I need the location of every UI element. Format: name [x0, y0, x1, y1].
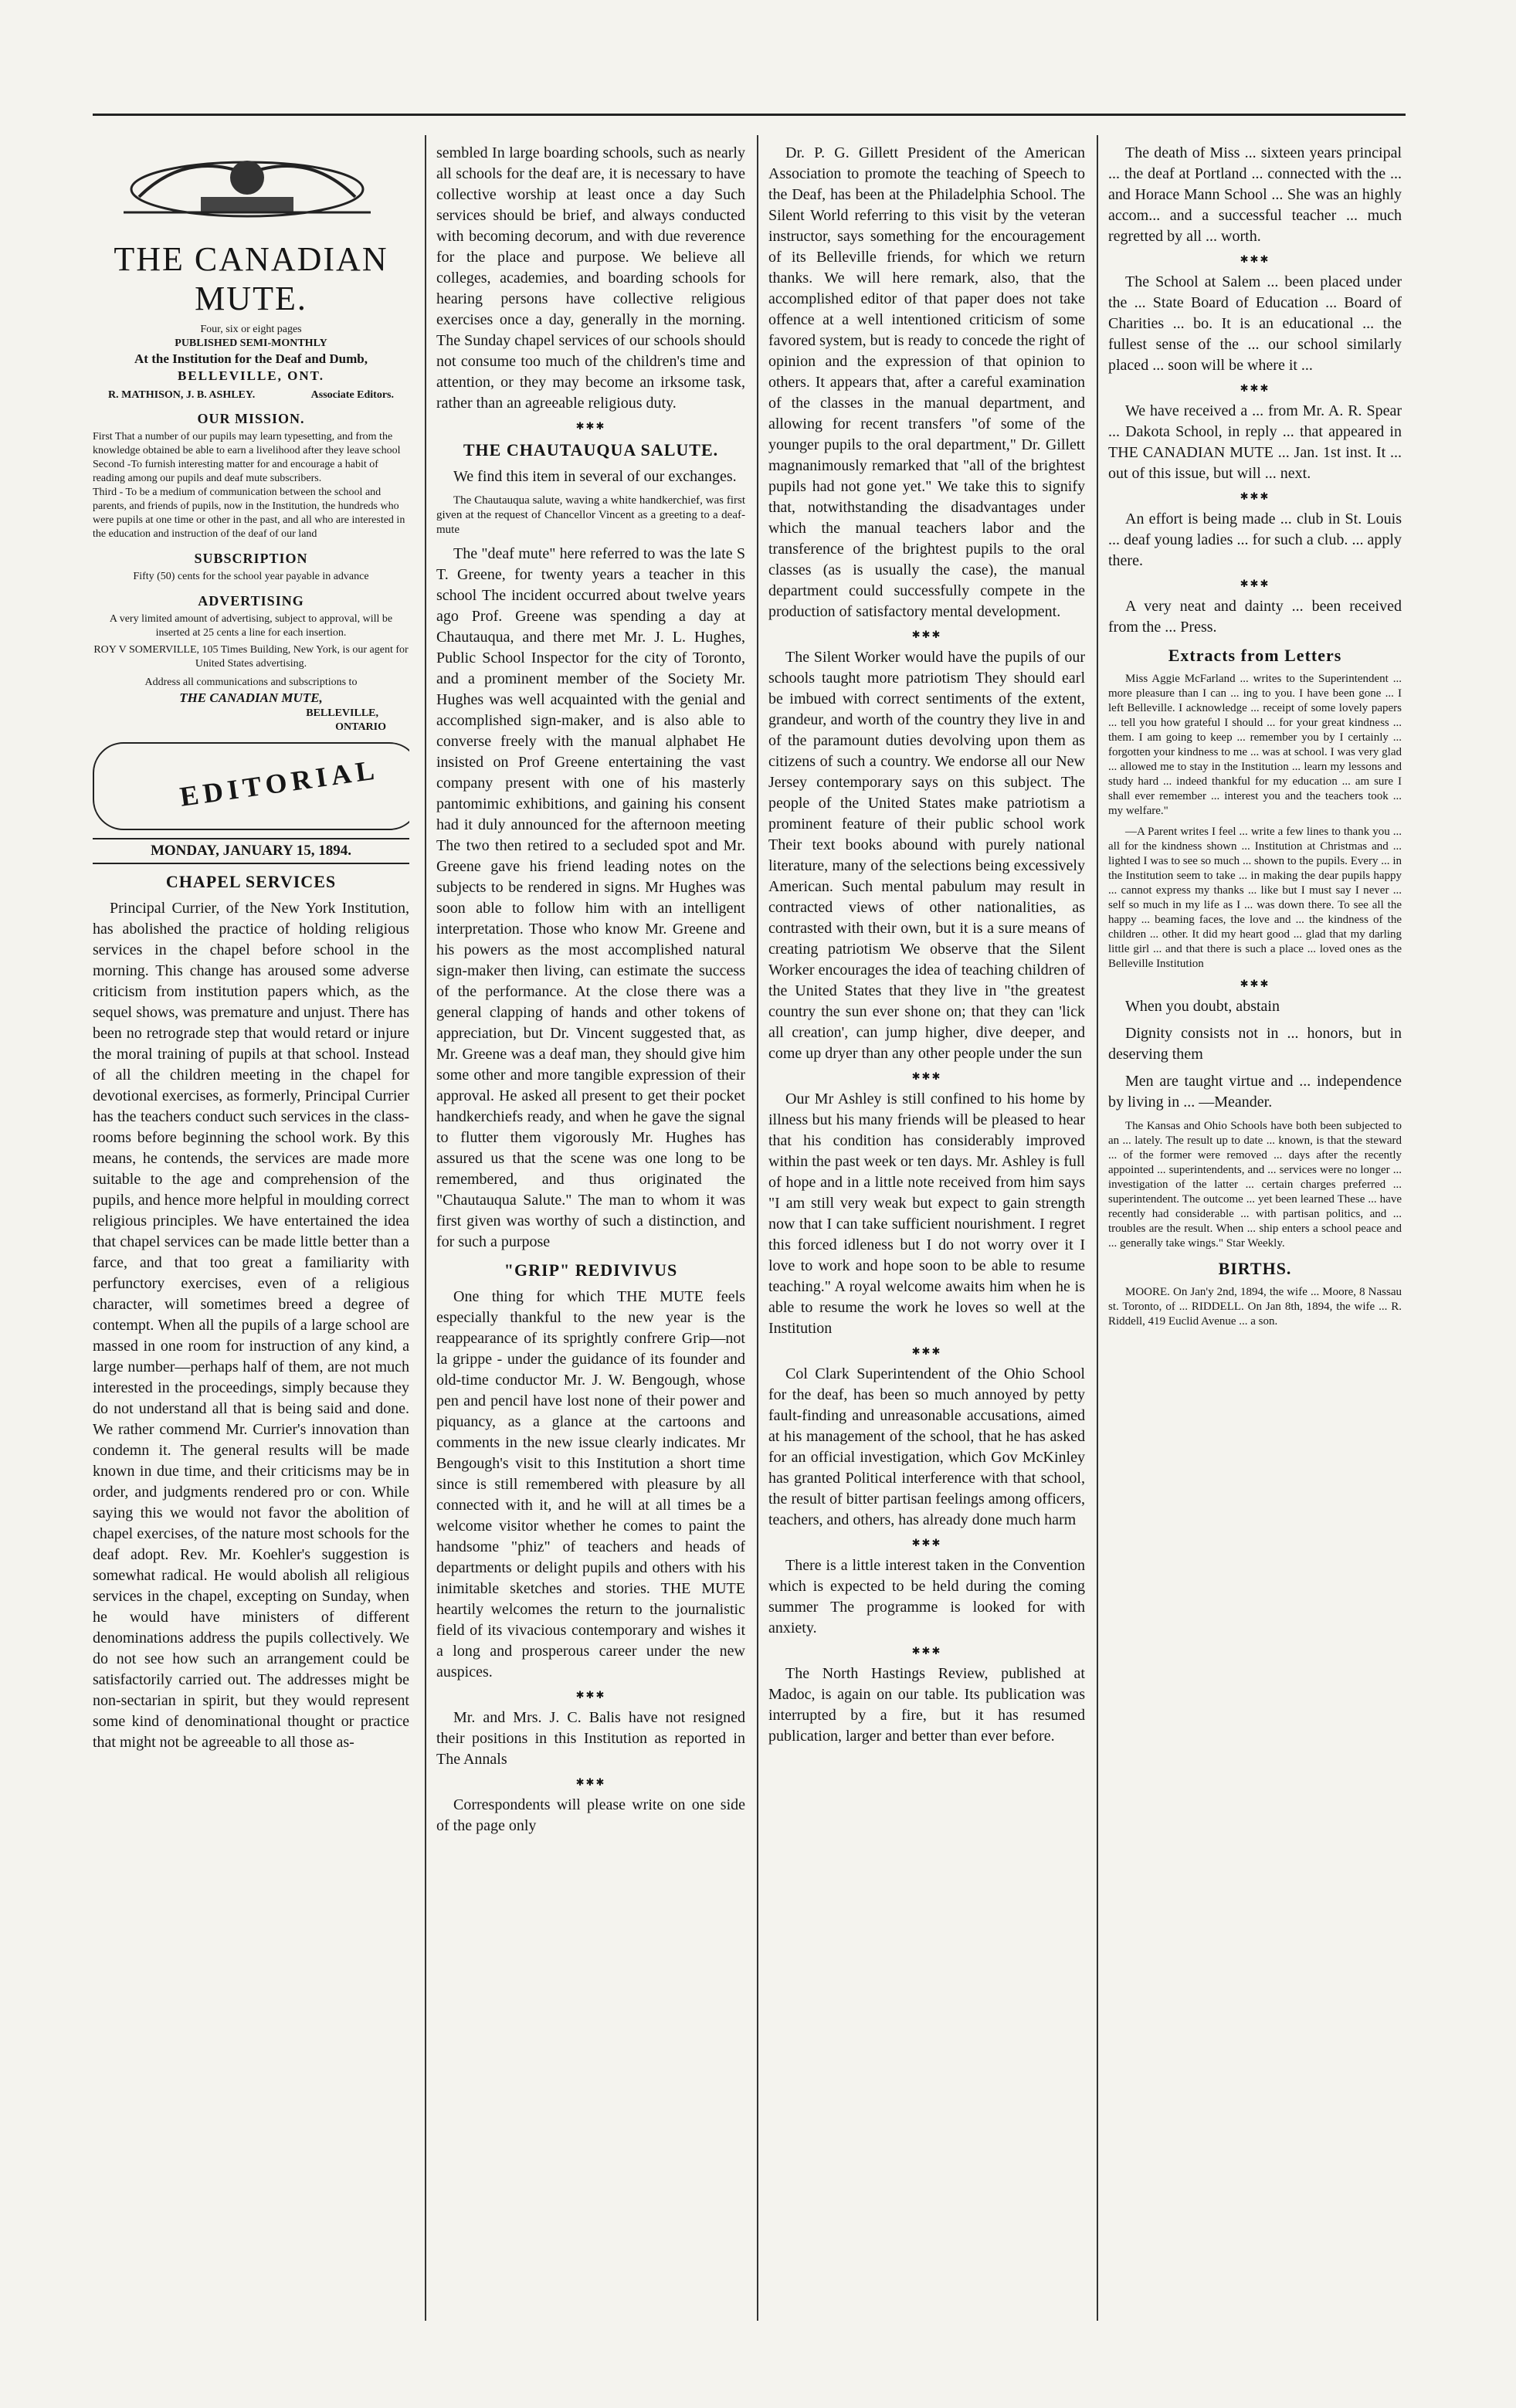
- address-province: ONTARIO: [335, 721, 386, 733]
- masthead-editors-role: Associate Editors.: [310, 389, 394, 401]
- article-title: "GRIP" REDIVIVUS: [504, 1260, 678, 1280]
- advertising-heading: ADVERTISING: [198, 593, 304, 609]
- article-paragraph: Mr. and Mrs. J. C. Balis have not resigned their positions in this Institution as reported in The Annals: [436, 1709, 745, 1768]
- section-separator: ✱✱✱: [1240, 253, 1270, 265]
- article-paragraph: An effort is being made ... club in St. Louis ... deaf young ladies ... for such a club. ... apply there.: [1108, 510, 1402, 569]
- section-separator: ✱✱✱: [575, 1689, 606, 1701]
- article-paragraph: There is a little interest taken in the Convention which is expected to be held during the coming summer The programme is looked for with anxiety.: [768, 1557, 1085, 1636]
- section-separator: ✱✱✱: [911, 1537, 942, 1548]
- article-paragraph: Correspondents will please write on one side of the page only: [436, 1796, 745, 1834]
- article-paragraph: We find this item in several of our exchanges.: [453, 468, 737, 485]
- masthead-editors-row: [108, 389, 394, 402]
- article-title: Extracts from Letters: [1168, 646, 1342, 665]
- dateline: MONDAY, JANUARY 15, 1894.: [93, 838, 409, 864]
- section-separator: ✱✱✱: [1240, 490, 1270, 502]
- article-paragraph: One thing for which THE MUTE feels especially thankful to the new year is the reappearance of its sprightly confrere Grip—not la grippe - under the guidance of its founder and old-time conductor Mr. J. W. Bengough, whose pen and pencil have lost none of their power and piquancy, as a glance at the cartoons and comments in the new issue clearly indicates. Mr Bengough's visit to this Institution a short time since is still remembered with pleasure by all connected with it, and he will at all times be a welcome visitor whether he comes to paint the handsome "phiz" of teachers and heads of departments or delight pupils and others with his inimitable sketches and stories. THE MUTE heartily welcomes the return to the journalistic field of its vivacious contemporary and wishes it a long and prosperous career under the new auspices.: [436, 1288, 745, 1681]
- masthead-title: THE CANADIAN MUTE.: [114, 240, 388, 317]
- column-rule: [1097, 135, 1098, 2321]
- address-text: Address all communications and subscriptions to: [144, 677, 358, 688]
- masthead-place: BELLEVILLE, ONT.: [178, 368, 324, 383]
- article-paragraph: When you doubt, abstain: [1125, 998, 1280, 1015]
- article-paragraph: —A Parent writes I feel ... write a few lines to thank you ... all for the kindness shown ... Institution at Christmas and ... lighted I was to see so much ... shown to the pupils. Every ... in the Institution seem to take ... in making the dear pupils happy ... cannot express my thanks ... like but I must say I never ... self so much in my life as I ... was down there. To see all the happy ... beaming faces, the love and ... the kindness of the children ... other. It did my heart good ... glad that my darling little girl ... and that there is such a place ... loved ones as the Belleville Institution: [1108, 826, 1402, 970]
- column-rule: [425, 135, 426, 2321]
- column-4: [1108, 143, 1402, 2313]
- section-separator: ✱✱✱: [575, 1776, 606, 1788]
- article-paragraph: Dignity consists not in ... honors, but in deserving them: [1108, 1025, 1402, 1063]
- newspaper-page: [93, 104, 1406, 2321]
- article-paragraph: The death of Miss ... sixteen years principal ... the deaf at Portland ... connected with the ... and Horace Mann School ... She was an highly accom... and a successful teacher ... much regretted by all ... worth.: [1108, 144, 1402, 245]
- masthead-pages: Four, six or eight pages: [200, 324, 302, 335]
- section-separator: ✱✱✱: [911, 1645, 942, 1657]
- article-paragraph: Dr. P. G. Gillett President of the American Association to promote the teaching of Speech to the Deaf, has been at the Philadelphia School. The Silent World referring to this visit by the veteran instructor, says something for the encouragement of its Belleville friends, for which we return thanks. We will here remark, also, that the accomplished editor of that paper does not take offence at a well intentioned criticism of some favored system, but is ready to concede the right of opinion and the expression of that opinion to others. It appears that, after a careful examination of the classes in the manual department, and allowing for recent transfers "of some of the younger pupils to the oral department," Dr. Gillett magnanimously remarked that "all of the brightest pupils had not gone yet." We take this to signify that, notwithstanding the disadvantages under which the manual teachers labor and the transference of the brightest pupils to the oral classes (as is usually the case), the manual department could successfully compete in the production of satisfactory mental development.: [768, 144, 1085, 620]
- article-paragraph: Principal Currier, of the New York Institution, has abolished the practice of holding religious services in the chapel before school in the morning. This change has aroused some adverse criticism from institution papers which, as the sequel shows, was premature and unjust. There has been no retrograde step that would retard or injure the moral training of pupils at that school. Instead of all the children meeting in the chapel for devotional exercises, as formerly, Principal Currier has the teachers conduct such services in the class-rooms before beginning the school work. By this means, he contends, the services are made more suitable to the age and comprehension of the pupils, and hence more helpful in moulding correct religious principles. We have entertained the idea that chapel services can be made little better than a farce, and that too great a familiarity with perfunctory exercises, even of a religious character, will sometimes breed a degree of contempt. When all the pupils of a large school are massed in one room for instruction of any kind, a large number—perhaps half of them, are not much interested in the proceedings, simply because they do not understand all that is being said and done. We rather commend Mr. Currier's innovation than condemn it. The general results will be made known in due time, and their criticisms may be in order, and judgments rendered pro or con. While saying this we would not favor the abolition of chapel exercises, of the nature most schools for the deaf adopt. Rev. Mr. Koehler's suggestion is somewhat radical. He would abolish all religious services in the chapel, excepting on Sunday, when he would have ministers of different denominations address the pupils collectively. We do not see how such an arrangement could be satisfactorily carried out. The addresses might be non-sectarian in spirit, but they would represent some kind of denominational thought or practice that might not be agreeable to all those as-: [93, 900, 409, 1751]
- section-separator: ✱✱✱: [911, 1345, 942, 1357]
- article-paragraph: Men are taught virtue and ... independence by living in ... —Meander.: [1108, 1073, 1402, 1111]
- mission-item: Third - To be a medium of communication between the school and parents, and friends of pupils, now in the Institution, the hundreds who were pupils at one time or other in the past, and all who are interested in the education and instruction of the deaf of our land: [93, 487, 405, 540]
- column-rule: [757, 135, 758, 2321]
- column-3: [768, 143, 1085, 2313]
- crest-icon: [93, 143, 402, 228]
- section-separator: ✱✱✱: [911, 1070, 942, 1082]
- article-paragraph: The School at Salem ... been placed under the ... State Board of Education ... Board of Charities ... bo. It is an educational ... the fullest sense of the ... our school similarly placed ... soon will be where it ...: [1108, 273, 1402, 374]
- article-paragraph: Col Clark Superintendent of the Ohio School for the deaf, has been so much annoyed by petty fault-finding and unreasonable accusations, aimed at his management of the school, that he has asked for an official investigation, which Gov McKinley has granted Political interference with that school, the result of bitter partisan feelings among officers, teachers, and others, has already done much harm: [768, 1365, 1085, 1528]
- masthead-published: PUBLISHED SEMI-MONTHLY: [175, 337, 327, 349]
- article-title: CHAPEL SERVICES: [165, 872, 337, 891]
- address-name: THE CANADIAN MUTE,: [179, 690, 323, 705]
- column-1: [93, 143, 409, 2313]
- subscription-text: Fifty (50) cents for the school year payable in advance: [133, 571, 369, 582]
- mission-item: Second -To furnish interesting matter for and encourage a habit of reading among our pupils and deaf mute subscribers.: [93, 459, 378, 484]
- births-list: MOORE. On Jan'y 2nd, 1894, the wife ... Moore, 8 Nassau st. Toronto, of ... RIDDELL. On Jan 8th, 1894, the wife ... R. Riddell, 419 Euclid Avenue ... a son.: [1108, 1286, 1402, 1328]
- mission-item: First That a number of our pupils may learn typesetting, and from the knowledge obtained be able to earn a livelihood after they leave school: [93, 431, 401, 456]
- column-2: [436, 143, 745, 2313]
- article-paragraph: The Kansas and Ohio Schools have both been subjected to an ... lately. The result up to date ... known, is that the steward ... of the former were removed ... days after the recently appointed ... superintendents, and ... services were no longer ... investigation of the latter ... certain charges preferred ... superintendent. The outcome ... yet been learned These ... have recently had considerable ... with partisan politics, and ... troubles are the result. When ... ship enters a school peace and ... generally take wings." Star Weekly.: [1108, 1120, 1402, 1250]
- advertising-agent: ROY V SOMERVILLE, 105 Times Building, New York, is our agent for United States advertising.: [93, 644, 409, 670]
- article-quote: The Chautauqua salute, waving a white handkerchief, was first given at the request of Chancellor Vincent as a greeting to a deaf-mute: [436, 494, 745, 536]
- advertising-text: A very limited amount of advertising, subject to approval, will be inserted at 25 cents a line for each insertion.: [109, 613, 393, 639]
- mission-heading: OUR MISSION.: [197, 411, 305, 426]
- section-separator: ✱✱✱: [1240, 978, 1270, 989]
- article-paragraph: The North Hastings Review, published at Madoc, is again on our table. Its publication was interrupted by a fire, but it has resumed publication, larger and better than ever before.: [768, 1665, 1085, 1745]
- article-paragraph: The "deaf mute" here referred to was the late S T. Greene, for twenty years a teacher in this school The incident occurred about twelve years ago Prof. Greene was spending a day at Chautauqua, and there met Mr. J. L. Hughes, Public School Inspector for the city of Toronto, and a prominent member of the Society Mr. Hughes was well acquainted with the genial and accomplished sign-maker, and is also able to converse freely with the manual alphabet He insisted on Prof Greene entertaining the vast company present with one of his masterly pantomimic exhibitions, and gaining his consent had it duly announced for the afternoon meeting The two then retired to a secluded spot and Mr. Greene gave his friend leading notes on the subjects to be rendered in signs. Mr Hughes was soon able to follow him with an intelligent interpretation. Those who know Mr. Greene and his powers as the most accomplished natural sign-maker then living, can estimate the success of the performance. At the close there was a general clapping of hands and other tokens of appreciation, but Dr. Vincent suggested that, as Mr. Greene was a deaf man, they should give him some other and more tangible expression of their approval. He asked all present to get their pocket handkerchiefs ready, and when he gave the signal to flutter them vigorously Mr. Hughes has assured us that the scene was one long to be remembered, and thus originated the "Chautauqua Salute." The man to whom it was first given was worthy of such a distinction, and for such a purpose: [436, 545, 745, 1250]
- editorial-banner-text: EDITORIAL: [178, 754, 381, 812]
- article-paragraph: A very neat and dainty ... been received from the ... Press.: [1108, 598, 1402, 636]
- article-paragraph: Our Mr Ashley is still confined to his home by illness but his many friends will be pleased to hear that his condition has considerably improved within the past week or ten days. Mr. Ashley is full of hope and in a little note received from him says "I am still very weak but expect to gain strength now that I can take sufficient nourishment. I regret this forced idleness but I do not worry over it I love to work and hope soon to be able to resume teaching." A royal welcome awaits him when he is able to resume the work he loves so well at the Institution: [768, 1090, 1085, 1337]
- subscription-heading: SUBSCRIPTION: [194, 551, 308, 566]
- section-separator: ✱✱✱: [911, 629, 942, 640]
- section-separator: ✱✱✱: [575, 420, 606, 432]
- address-city: BELLEVILLE,: [306, 707, 378, 719]
- top-rule: [93, 114, 1406, 116]
- article-paragraph: The Silent Worker would have the pupils of our schools taught more patriotism They should earl be imbued with correct sentiments of the extent, grandeur, and worth of the country they live in and of the paramount duties devolving upon them as citizens of such a country. We endorse all our New Jersey contemporary says on this subject. The people of the United States make patriotism a prominent feature of their public school work Their text books abound with purely national literature, many of the selections being excessively American. Such mental pabulum may result in contracted views of other nationalities, as contrasted with their own, but it is a sure means of creating patriotism We observe that the Silent Worker encourages the idea of teaching children of the United States that they live in "the greatest country the sun ever shone on; that they can 'lick all creation', can jump higher, dive deeper, and come up dryer than any other people under the sun: [768, 649, 1085, 1062]
- article-paragraph: We have received a ... from Mr. A. R. Spear ... Dakota School, in reply ... that appeared in THE CANADIAN MUTE ... Jan. 1st inst. It ... out of this issue, but will ... next.: [1108, 402, 1402, 482]
- masthead-editors: R. MATHISON, J. B. ASHLEY.: [108, 389, 256, 401]
- masthead-institution: At the Institution for the Deaf and Dumb,: [134, 351, 368, 366]
- section-separator: ✱✱✱: [1240, 578, 1270, 589]
- article-paragraph: sembled In large boarding schools, such as nearly all schools for the deaf are, it is necessary to have collective worship at least once a day Such services should be brief, and always conducted with becoming decorum, and with due reverence for the place and purpose. We believe all colleges, academies, and boarding schools for hearing persons have collective religious exercises once a day, generally in the morning. The Sunday chapel services of our schools should not consume too much of the children's time and attention, or they may become an irksome task, rather than an agreeable religious duty.: [436, 144, 745, 412]
- article-title: THE CHAUTAUQUA SALUTE.: [463, 440, 719, 460]
- article-paragraph: Miss Aggie McFarland ... writes to the Superintendent ... more pleasure than I can ... ing to you. I have been gone ... I left Belleville. I acknowledge ... receipt of some lovely papers ... tell you how grateful I should ... for your great kindness ... them. I am going to keep ... remember you by I certainly ... forgotten your kindness to me ... was at school. I was very glad ... allowed me to stay in the Institution ... learn my lessons and study hard ... indeed thankful for my education ... am sure I shall ever remember ... interest you and the teachers took ... my welfare.": [1108, 673, 1402, 817]
- births-title: BIRTHS.: [1218, 1259, 1292, 1278]
- editorial-banner: [93, 742, 409, 830]
- section-separator: ✱✱✱: [1240, 382, 1270, 394]
